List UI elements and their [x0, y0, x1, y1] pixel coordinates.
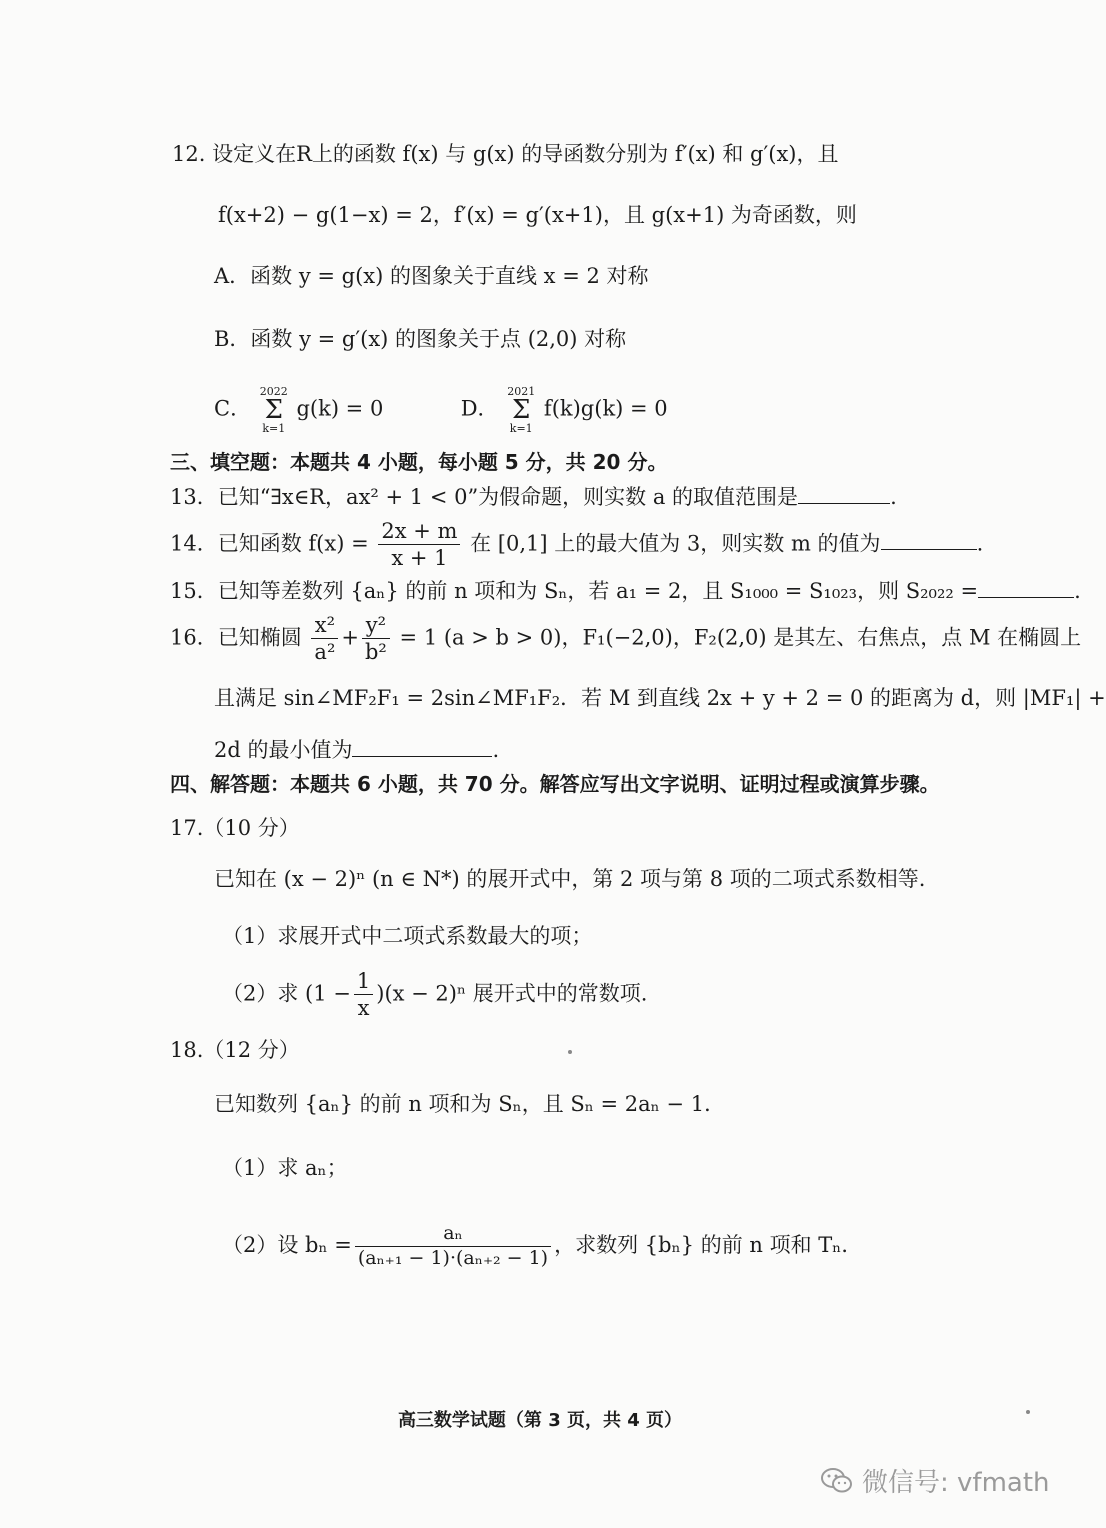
q17-part2-prefix: （2）求 (1 − — [222, 981, 351, 1006]
q17-part2-suffix: )(x − 2)ⁿ 展开式中的常数项. — [376, 981, 648, 1006]
q15-text: 15．已知等差数列 {aₙ} 的前 n 项和为 Sₙ，若 a₁ = 2，且 S₁₀₀₀ = S₁₀₂₃，则 S₂₀₂₂ = — [170, 579, 979, 603]
fraction-numerator: 1 — [354, 968, 373, 995]
fraction-denominator: x + 1 — [391, 546, 448, 571]
q14-end: . — [976, 531, 984, 556]
sum-lower-limit: k=1 — [262, 422, 286, 435]
wechat-icon — [820, 1466, 854, 1496]
q17-fraction — [354, 968, 373, 1022]
q16-line2: 且满足 sin∠MF₂F₁ = 2sin∠MF₁F₂．若 M 到直线 2x + y + 2 = 0 的距离为 d，则 |MF₁| + — [214, 686, 1106, 710]
answer-blank — [881, 531, 977, 550]
scan-speck — [568, 1050, 572, 1054]
q16-fraction-x — [311, 612, 338, 666]
watermark — [820, 1462, 1050, 1499]
fraction-numerator: x² — [311, 612, 338, 639]
q13-end: . — [890, 485, 897, 509]
sum-upper-limit: 2021 — [507, 385, 536, 398]
q12-option-d-sum — [507, 386, 535, 434]
fraction-denominator: x — [357, 996, 370, 1021]
section3-heading: 三、填空题：本题共 4 小题，每小题 5 分，共 20 分。 — [170, 450, 668, 474]
fraction-numerator: aₙ — [355, 1222, 551, 1247]
q16-line3 — [214, 738, 499, 761]
q12-stem-line1: 12. 设定义在R上的函数 f(x) 与 g(x) 的导函数分别为 f′(x) 和 g′(x)，且 — [172, 142, 839, 166]
q16-suffix: = 1 (a > b > 0)，F₁(−2,0)，F₂(2,0) 是其左、右焦点，点 M 在椭圆上 — [399, 625, 1082, 650]
q18-fraction — [355, 1222, 551, 1271]
q18-part1: （1）求 aₙ； — [222, 1156, 348, 1180]
q12-options-cd — [214, 386, 668, 434]
answer-blank — [352, 738, 492, 757]
q12-option-d-expr: f(k)g(k) = 0 — [543, 396, 668, 421]
q16-prefix: 16．已知椭圆 — [170, 625, 302, 650]
watermark-text: 微信号: vfmath — [862, 1468, 1050, 1498]
q14-suffix: 在 [0,1] 上的最大值为 3，则实数 m 的值为 — [470, 531, 881, 556]
q14 — [170, 518, 983, 572]
q17-part2 — [222, 968, 647, 1022]
q18-part2-prefix: （2）设 bₙ = — [222, 1232, 352, 1257]
sigma-symbol: Σ — [512, 395, 531, 425]
q12-option-c-label: C． — [214, 396, 252, 421]
q12-option-b: B．函数 y = g′(x) 的图象关于点 (2,0) 对称 — [214, 327, 627, 351]
fraction-denominator: a² — [314, 640, 336, 665]
q16-line1 — [170, 612, 1081, 666]
q14-prefix: 14．已知函数 f(x) = — [170, 531, 369, 556]
q17-part1: （1）求展开式中二项式系数最大的项； — [222, 924, 593, 948]
fraction-denominator: (aₙ₊₁ − 1)·(aₙ₊₂ − 1) — [357, 1246, 549, 1269]
q18-title: 18.（12 分） — [170, 1038, 300, 1062]
answer-blank — [978, 579, 1074, 598]
q15 — [170, 579, 1081, 602]
q12-option-a: A．函数 y = g(x) 的图象关于直线 x = 2 对称 — [214, 264, 649, 288]
q18-stem: 已知数列 {aₙ} 的前 n 项和为 Sₙ，且 Sₙ = 2aₙ − 1． — [214, 1092, 726, 1116]
q18-part2-suffix: ，求数列 {bₙ} 的前 n 项和 Tₙ． — [554, 1232, 863, 1257]
answer-blank — [798, 485, 890, 504]
sum-upper-limit: 2022 — [259, 385, 288, 398]
plus-sign: + — [341, 625, 359, 650]
q13 — [170, 485, 897, 508]
q12-option-c-sum — [260, 386, 288, 434]
q18-part2 — [222, 1222, 862, 1271]
q17-title: 17.（10 分） — [170, 816, 300, 840]
q17-stem: 已知在 (x − 2)ⁿ (n ∈ N*) 的展开式中，第 2 项与第 8 项的二项式系数相等. — [214, 867, 926, 891]
q12-option-c-expr: g(k) = 0 — [296, 396, 384, 421]
fraction-numerator: 2x + m — [378, 518, 460, 545]
fraction-numerator: y² — [362, 612, 390, 639]
q16-line3-prefix: 2d 的最小值为 — [214, 738, 353, 762]
q15-end: . — [1074, 579, 1081, 603]
q14-fraction — [378, 518, 460, 572]
section4-heading: 四、解答题：本题共 6 小题，共 70 分。解答应写出文字说明、证明过程或演算步骤。 — [170, 772, 940, 796]
fraction-denominator: b² — [364, 640, 387, 665]
q16-end: . — [492, 738, 500, 762]
q12-stem-line2: f(x+2) − g(1−x) = 2，f′(x) = g′(x+1)，且 g(x+1) 为奇函数，则 — [218, 203, 857, 227]
q16-fraction-y — [362, 612, 390, 666]
q12-option-d-label: D． — [460, 396, 499, 421]
sigma-symbol: Σ — [264, 395, 283, 425]
q13-text: 13．已知“∃x∈R，ax² + 1 < 0”为假命题，则实数 a 的取值范围是 — [170, 485, 799, 509]
sum-lower-limit: k=1 — [509, 422, 533, 435]
page-footer: 高三数学试题（第 3 页，共 4 页） — [397, 1410, 683, 1431]
